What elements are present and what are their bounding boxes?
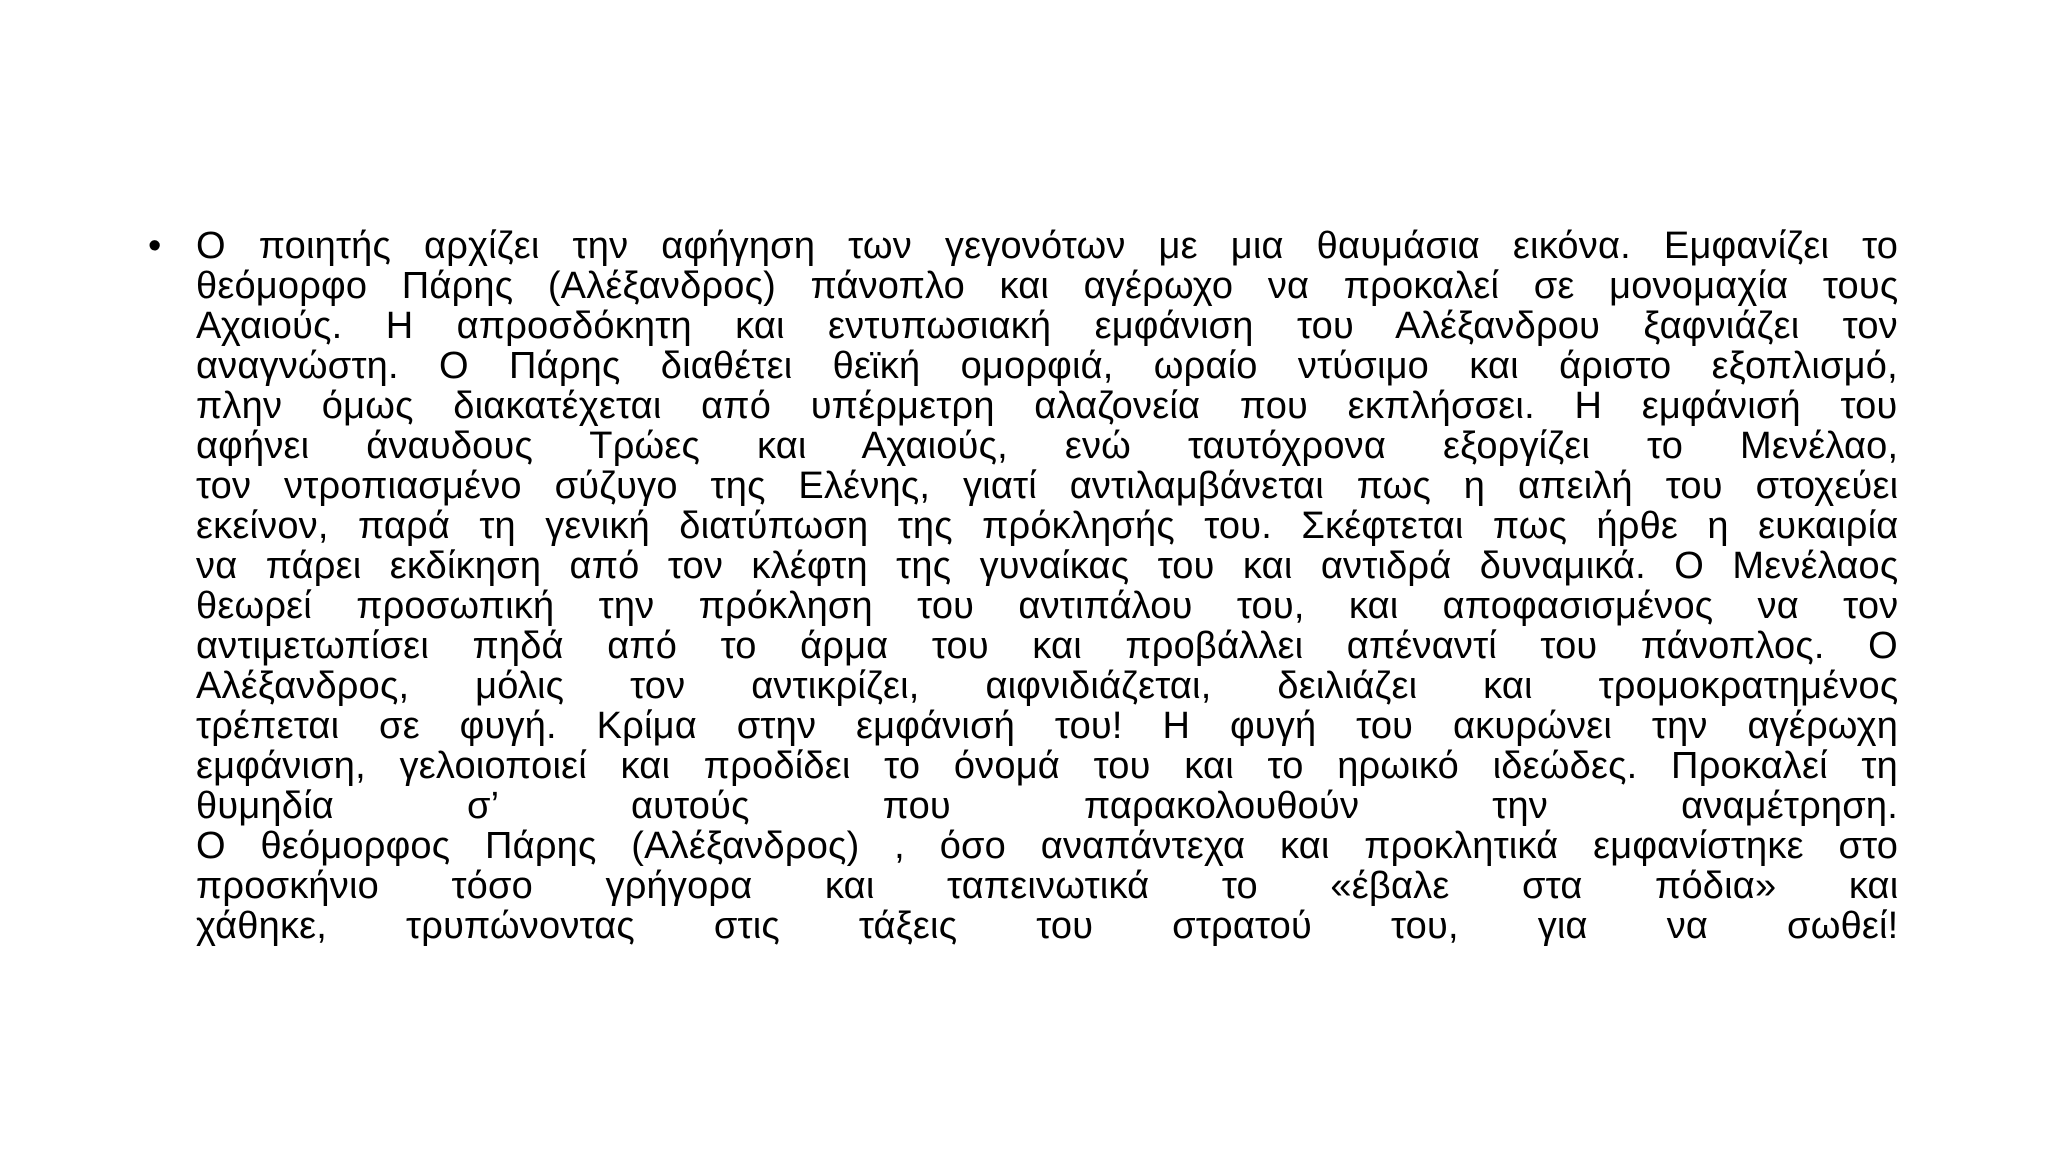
text-line: αντιμετωπίσει πηδά από το άρμα του και προβάλλει απέναντί του πάνοπλος. Ο — [196, 625, 1898, 667]
text-line: εκείνον, παρά τη γενική διατύπωση της πρόκλησής του. Σκέφτεται πως ήρθε η ευκαιρία — [196, 505, 1899, 547]
paragraph-text — [196, 226, 1898, 946]
text-line: θεόμορφο Πάρης (Αλέξανδρος) πάνοπλο και αγέρωχο να προκαλεί σε μονομαχία τους — [196, 265, 1899, 307]
text-line: χάθηκε, τρυπώνοντας στις τάξεις του στρατού του, για να σωθεί! — [196, 905, 1899, 947]
text-line: προσκήνιο τόσο γρήγορα και ταπεινωτικά το «έβαλε στα πόδια» και — [196, 865, 1899, 907]
text-line: θεωρεί προσωπική την πρόκληση του αντιπάλου του, και αποφασισμένος να τον — [196, 585, 1899, 627]
text-line: Αχαιούς. Η απροσδόκητη και εντυπωσιακή εμφάνιση του Αλέξανδρου ξαφνιάζει τον — [196, 305, 1898, 347]
text-line: Αλέξανδρος, μόλις τον αντικρίζει, αιφνιδιάζεται, δειλιάζει και τρομοκρατημένος — [196, 665, 1899, 707]
text-line: αναγνώστη. Ο Πάρης διαθέτει θεϊκή ομορφιά, ωραίο ντύσιμο και άριστο εξοπλισμό, — [196, 345, 1898, 387]
text-line: πλην όμως διακατέχεται από υπέρμετρη αλαζονεία που εκπλήσσει. Η εμφάνισή του — [196, 385, 1898, 427]
text-line: εμφάνιση, γελοιοποιεί και προδίδει το όνομά του και το ηρωικό ιδεώδες. Προκαλεί τη — [196, 745, 1898, 787]
text-line: Ο ποιητής αρχίζει την αφήγηση των γεγονότων με μια θαυμάσια εικόνα. Εμφανίζει το — [196, 225, 1899, 267]
text-line: Ο θεόμορφος Πάρης (Αλέξανδρος) , όσο αναπάντεχα και προκλητικά εμφανίστηκε στο — [196, 825, 1899, 867]
text-line: τρέπεται σε φυγή. Κρίμα στην εμφάνισή του! Η φυγή του ακυρώνει την αγέρωχη — [196, 705, 1899, 747]
text-line: αφήνει άναυδους Τρώες και Αχαιούς, ενώ ταυτόχρονα εξοργίζει το Μενέλαο, — [196, 425, 1899, 467]
bullet-point-icon: • — [148, 225, 162, 267]
text-line: να πάρει εκδίκηση από τον κλέφτη της γυναίκας του και αντιδρά δυναμικά. Ο Μενέλαος — [196, 545, 1899, 587]
text-line: τον ντροπιασμένο σύζυγο της Ελένης, γιατί αντιλαμβάνεται πως η απειλή του στοχεύει — [196, 465, 1899, 507]
text-line: θυμηδία σ’ αυτούς που παρακολουθούν την αναμέτρηση. — [196, 785, 1898, 827]
